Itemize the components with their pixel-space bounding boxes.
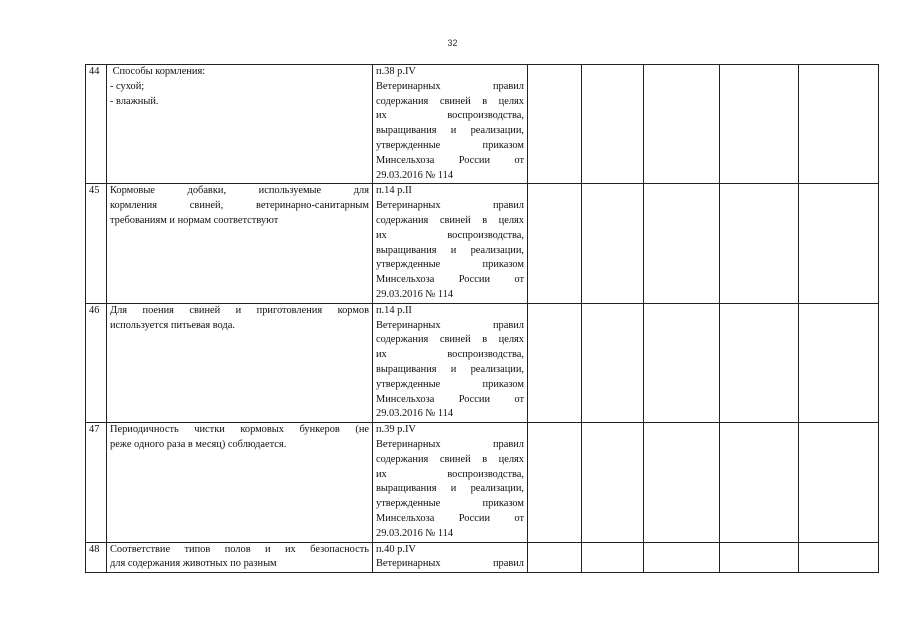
reference-line: 29.03.2016 № 114 [376, 408, 454, 420]
reference-line: их воспроизводства, [376, 468, 524, 480]
reference-line: утвержденные приказом [376, 378, 524, 390]
reference-point: п.39 р.IV [376, 424, 416, 436]
reference-line: Минсельхоза России от [376, 393, 524, 405]
mark-cell-2 [582, 65, 644, 184]
requirement-line: Способы кормления: [110, 66, 206, 77]
mark-cell-3 [644, 423, 720, 542]
mark-cell-3 [644, 303, 720, 422]
reference-line: содержания свиней в целях [376, 453, 524, 465]
table-row [86, 542, 879, 573]
checklist-table [85, 64, 879, 573]
table-row [86, 423, 879, 542]
requirement-line: требованиям и нормам соответствуют [110, 214, 279, 226]
requirement-line: кормления свиней, ветеринарно-санитарным [110, 200, 369, 212]
reference-line: утвержденные приказом [376, 259, 524, 271]
reference-point: п.40 р.IV [376, 543, 416, 555]
legal-reference-cell [373, 65, 528, 184]
reference-line: содержания свиней в целях [376, 334, 524, 346]
reference-line: Минсельхоза России от [376, 512, 524, 524]
reference-line: 29.03.2016 № 114 [376, 169, 454, 181]
requirement-line: Кормовые добавки, используемые для [110, 185, 369, 197]
mark-cell-5 [799, 65, 879, 184]
table-row [86, 303, 879, 422]
legal-reference-cell [373, 542, 528, 573]
reference-line: выращивания и реализации, [376, 483, 524, 495]
mark-cell-3 [644, 65, 720, 184]
mark-cell-5 [799, 303, 879, 422]
reference-line: Ветеринарных правил [376, 438, 524, 450]
table-row [86, 65, 879, 184]
reference-line: содержания свиней в целях [376, 214, 524, 226]
reference-line: их воспроизводства, [376, 110, 524, 122]
reference-line: выращивания и реализации, [376, 363, 524, 375]
requirement-line: - сухой; [110, 80, 145, 92]
mark-cell-4 [720, 184, 799, 303]
reference-line: Ветеринарных правил [376, 80, 524, 92]
legal-reference-cell [373, 303, 528, 422]
reference-line: выращивания и реализации, [376, 125, 524, 137]
mark-cell-4 [720, 65, 799, 184]
reference-line: Ветеринарных правил [376, 200, 524, 212]
requirement-cell [107, 423, 373, 542]
mark-cell-3 [644, 542, 720, 573]
page-number: 32 [447, 38, 458, 48]
mark-cell-3 [644, 184, 720, 303]
requirement-line: реже одного раза в месяц) соблюдается. [110, 438, 287, 450]
reference-line: утвержденные приказом [376, 498, 524, 510]
row-number: 47 [86, 423, 107, 542]
reference-line: 29.03.2016 № 114 [376, 527, 454, 539]
row-number: 44 [86, 65, 107, 184]
requirement-cell [107, 65, 373, 184]
mark-cell-1 [528, 423, 582, 542]
reference-point: п.14 р.II [376, 185, 412, 197]
checklist-body [86, 65, 879, 573]
reference-point: п.14 р.II [376, 304, 412, 316]
requirement-cell [107, 184, 373, 303]
mark-cell-4 [720, 423, 799, 542]
row-number: 45 [86, 184, 107, 303]
requirement-cell [107, 542, 373, 573]
reference-line: утвержденные приказом [376, 139, 524, 151]
mark-cell-1 [528, 303, 582, 422]
mark-cell-1 [528, 542, 582, 573]
mark-cell-2 [582, 542, 644, 573]
reference-line: содержания свиней в целях [376, 95, 524, 107]
mark-cell-5 [799, 423, 879, 542]
requirement-line: Периодичность чистки кормовых бункеров (не [110, 424, 369, 436]
reference-line: Ветеринарных правил [376, 558, 524, 570]
mark-cell-1 [528, 184, 582, 303]
requirement-line: для содержания животных по разным [110, 558, 277, 570]
mark-cell-4 [720, 303, 799, 422]
requirement-line: Для поения свиней и приготовления кормов [110, 304, 369, 316]
reference-point: п.38 р.IV [376, 66, 416, 77]
mark-cell-2 [582, 184, 644, 303]
table-row [86, 184, 879, 303]
legal-reference-cell [373, 423, 528, 542]
requirement-cell [107, 303, 373, 422]
mark-cell-2 [582, 303, 644, 422]
requirement-line: - влажный. [110, 95, 159, 107]
reference-line: их воспроизводства, [376, 349, 524, 361]
mark-cell-1 [528, 65, 582, 184]
reference-line: их воспроизводства, [376, 229, 524, 241]
row-number: 48 [86, 542, 107, 573]
mark-cell-5 [799, 542, 879, 573]
mark-cell-4 [720, 542, 799, 573]
mark-cell-5 [799, 184, 879, 303]
row-number: 46 [86, 303, 107, 422]
requirement-line: используется питьевая вода. [110, 319, 235, 331]
reference-line: Минсельхоза России от [376, 154, 524, 166]
requirement-line: Соответствие типов полов и их безопасность [110, 543, 369, 555]
reference-line: 29.03.2016 № 114 [376, 288, 454, 300]
reference-line: Ветеринарных правил [376, 319, 524, 331]
mark-cell-2 [582, 423, 644, 542]
reference-line: выращивания и реализации, [376, 244, 524, 256]
reference-line: Минсельхоза России от [376, 274, 524, 286]
legal-reference-cell [373, 184, 528, 303]
